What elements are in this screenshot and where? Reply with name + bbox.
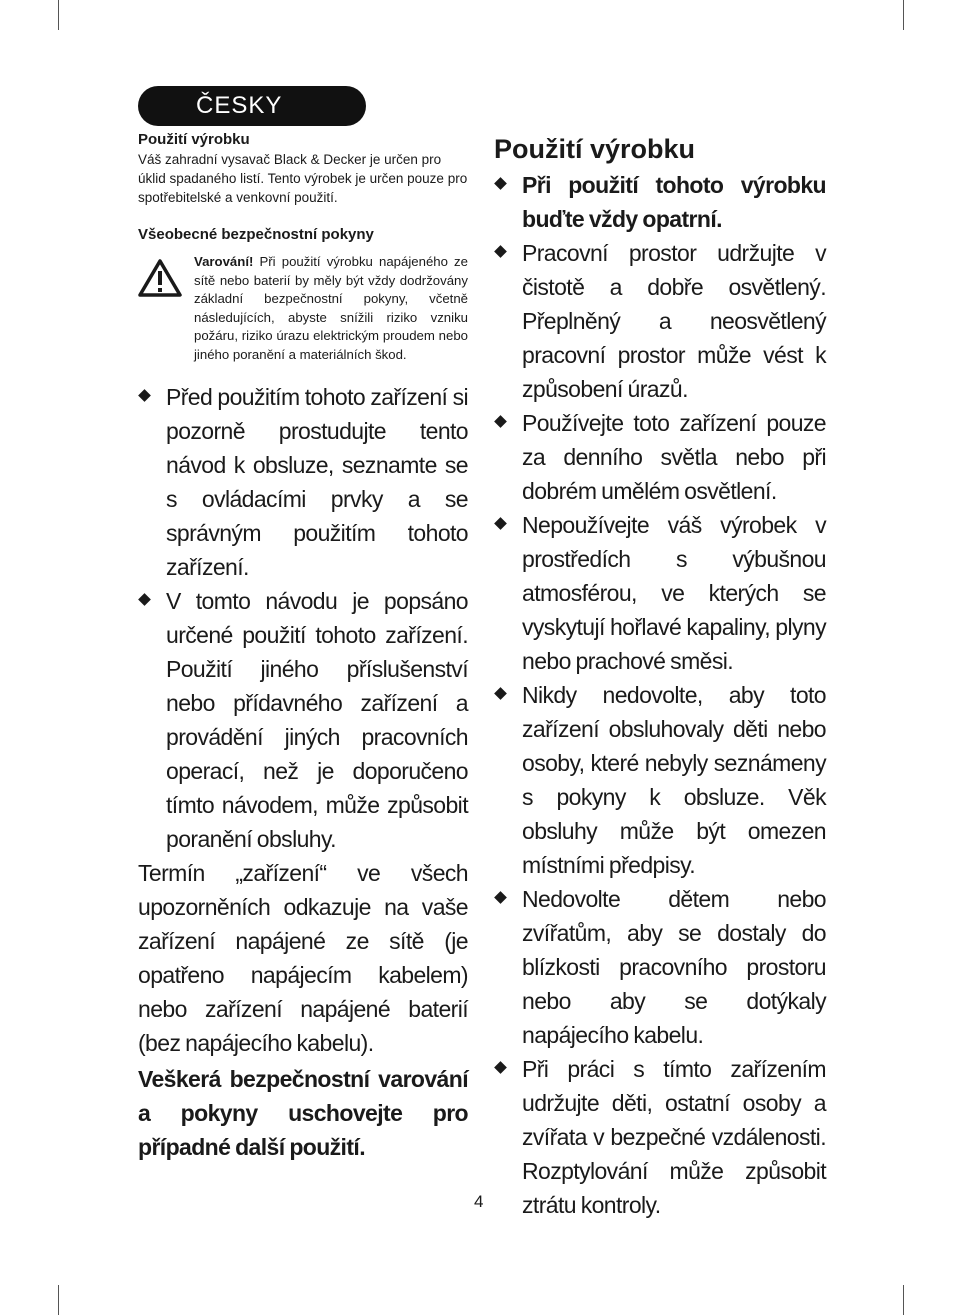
closing-note: Veškerá bezpečnostní varování a pokyny uschovejte pro případné další použití. <box>138 1066 468 1160</box>
list-item: Při použití tohoto výrobku buďte vždy opatrní. <box>494 168 826 236</box>
left-column <box>138 130 468 1164</box>
diamond-bullet-icon <box>138 593 151 606</box>
list-item: Používejte toto zařízení pouze za denního světla nebo při dobrém umělém osvětlení. <box>494 406 826 508</box>
language-tab-label: ČESKY <box>196 92 283 119</box>
crop-mark <box>903 1285 904 1315</box>
warning-text <box>194 253 468 364</box>
list-item: Při práci s tímto zařízením udržujte děti, ostatní osoby a zvířata v bezpečné vzdálenosti. Rozptylování může způsobit ztrátu kontroly. <box>494 1052 826 1222</box>
list-item: Nepoužívejte váš výrobek v prostředích s výbušnou atmosférou, ve kterých se vyskytují hořlavé kapaliny, plyny nebo prachové směsi. <box>494 508 826 678</box>
usage-heading: Použití výrobku <box>138 131 250 148</box>
crop-mark <box>58 1285 59 1315</box>
diamond-bullet-icon <box>494 177 507 190</box>
usage-intro: Váš zahradní vysavač Black & Decker je určen pro úklid spadaného listí. Tento výrobek je určen pouze pro spotřebitelské a venkovní použití. <box>138 152 468 205</box>
diamond-bullet-icon <box>494 891 507 904</box>
list-item: Před použitím tohoto zařízení si pozorně prostudujte tento návod k obsluze, seznamte se s ovládacími prvky a se správným použitím tohoto zařízení. <box>138 380 468 584</box>
usage-title: Použití výrobku <box>494 134 696 164</box>
safety-heading: Všeobecné bezpečnostní pokyny <box>138 226 374 243</box>
page-number: 4 <box>474 1192 484 1211</box>
right-column <box>494 130 826 1222</box>
warning-block <box>138 253 468 364</box>
warning-triangle-icon <box>138 253 194 364</box>
list-item: Nikdy nedovolte, aby toto zařízení obsluhovaly děti nebo osoby, které nebyly seznámeny s pokyny k obsluze. Věk obsluhy může být omezen místními předpisy. <box>494 678 826 882</box>
right-bullet-list <box>494 168 826 1222</box>
diamond-bullet-icon <box>494 517 507 530</box>
warning-label: Varování! <box>194 254 254 269</box>
diamond-bullet-icon <box>494 415 507 428</box>
list-item: Nedovolte dětem nebo zvířatům, aby se dostaly do blízkosti pracovního prostoru nebo aby se dotýkaly napájecího kabelu. <box>494 882 826 1052</box>
diamond-bullet-icon <box>494 687 507 700</box>
left-bullet-list <box>138 380 468 856</box>
list-item: V tomto návodu je popsáno určené použití tohoto zařízení. Použití jiného příslušenství nebo přídavného zařízení a provádění jiných pracovních operací, než je doporučeno tímto návodem, může způsobit poranění obsluhy. <box>138 584 468 856</box>
warning-body: Při použití výrobku napájeného ze sítě nebo baterií by měly být vždy dodržovány základní bezpečnostní pokyny, včetně následujících, abyste snížili riziko vzniku požáru, riziko úrazu elektrickým proudem nebo jiného poranění a materiálních škod. <box>194 254 468 362</box>
list-item: Pracovní prostor udržujte v čistotě a dobře osvětlený. Přeplněný a neosvětlený pracovní prostor může vést k způsobení úrazů. <box>494 236 826 406</box>
crop-mark <box>903 0 904 30</box>
diamond-bullet-icon <box>494 1061 507 1074</box>
crop-mark <box>58 0 59 30</box>
diamond-bullet-icon <box>494 245 507 258</box>
term-paragraph: Termín „zařízení“ ve všech upozorněních odkazuje na vaše zařízení napájené ze sítě (je opatřeno napájecím kabelem) nebo zařízení napájené baterií (bez napájecího kabelu). <box>138 860 468 1056</box>
language-tab <box>138 86 366 126</box>
diamond-bullet-icon <box>138 389 151 402</box>
